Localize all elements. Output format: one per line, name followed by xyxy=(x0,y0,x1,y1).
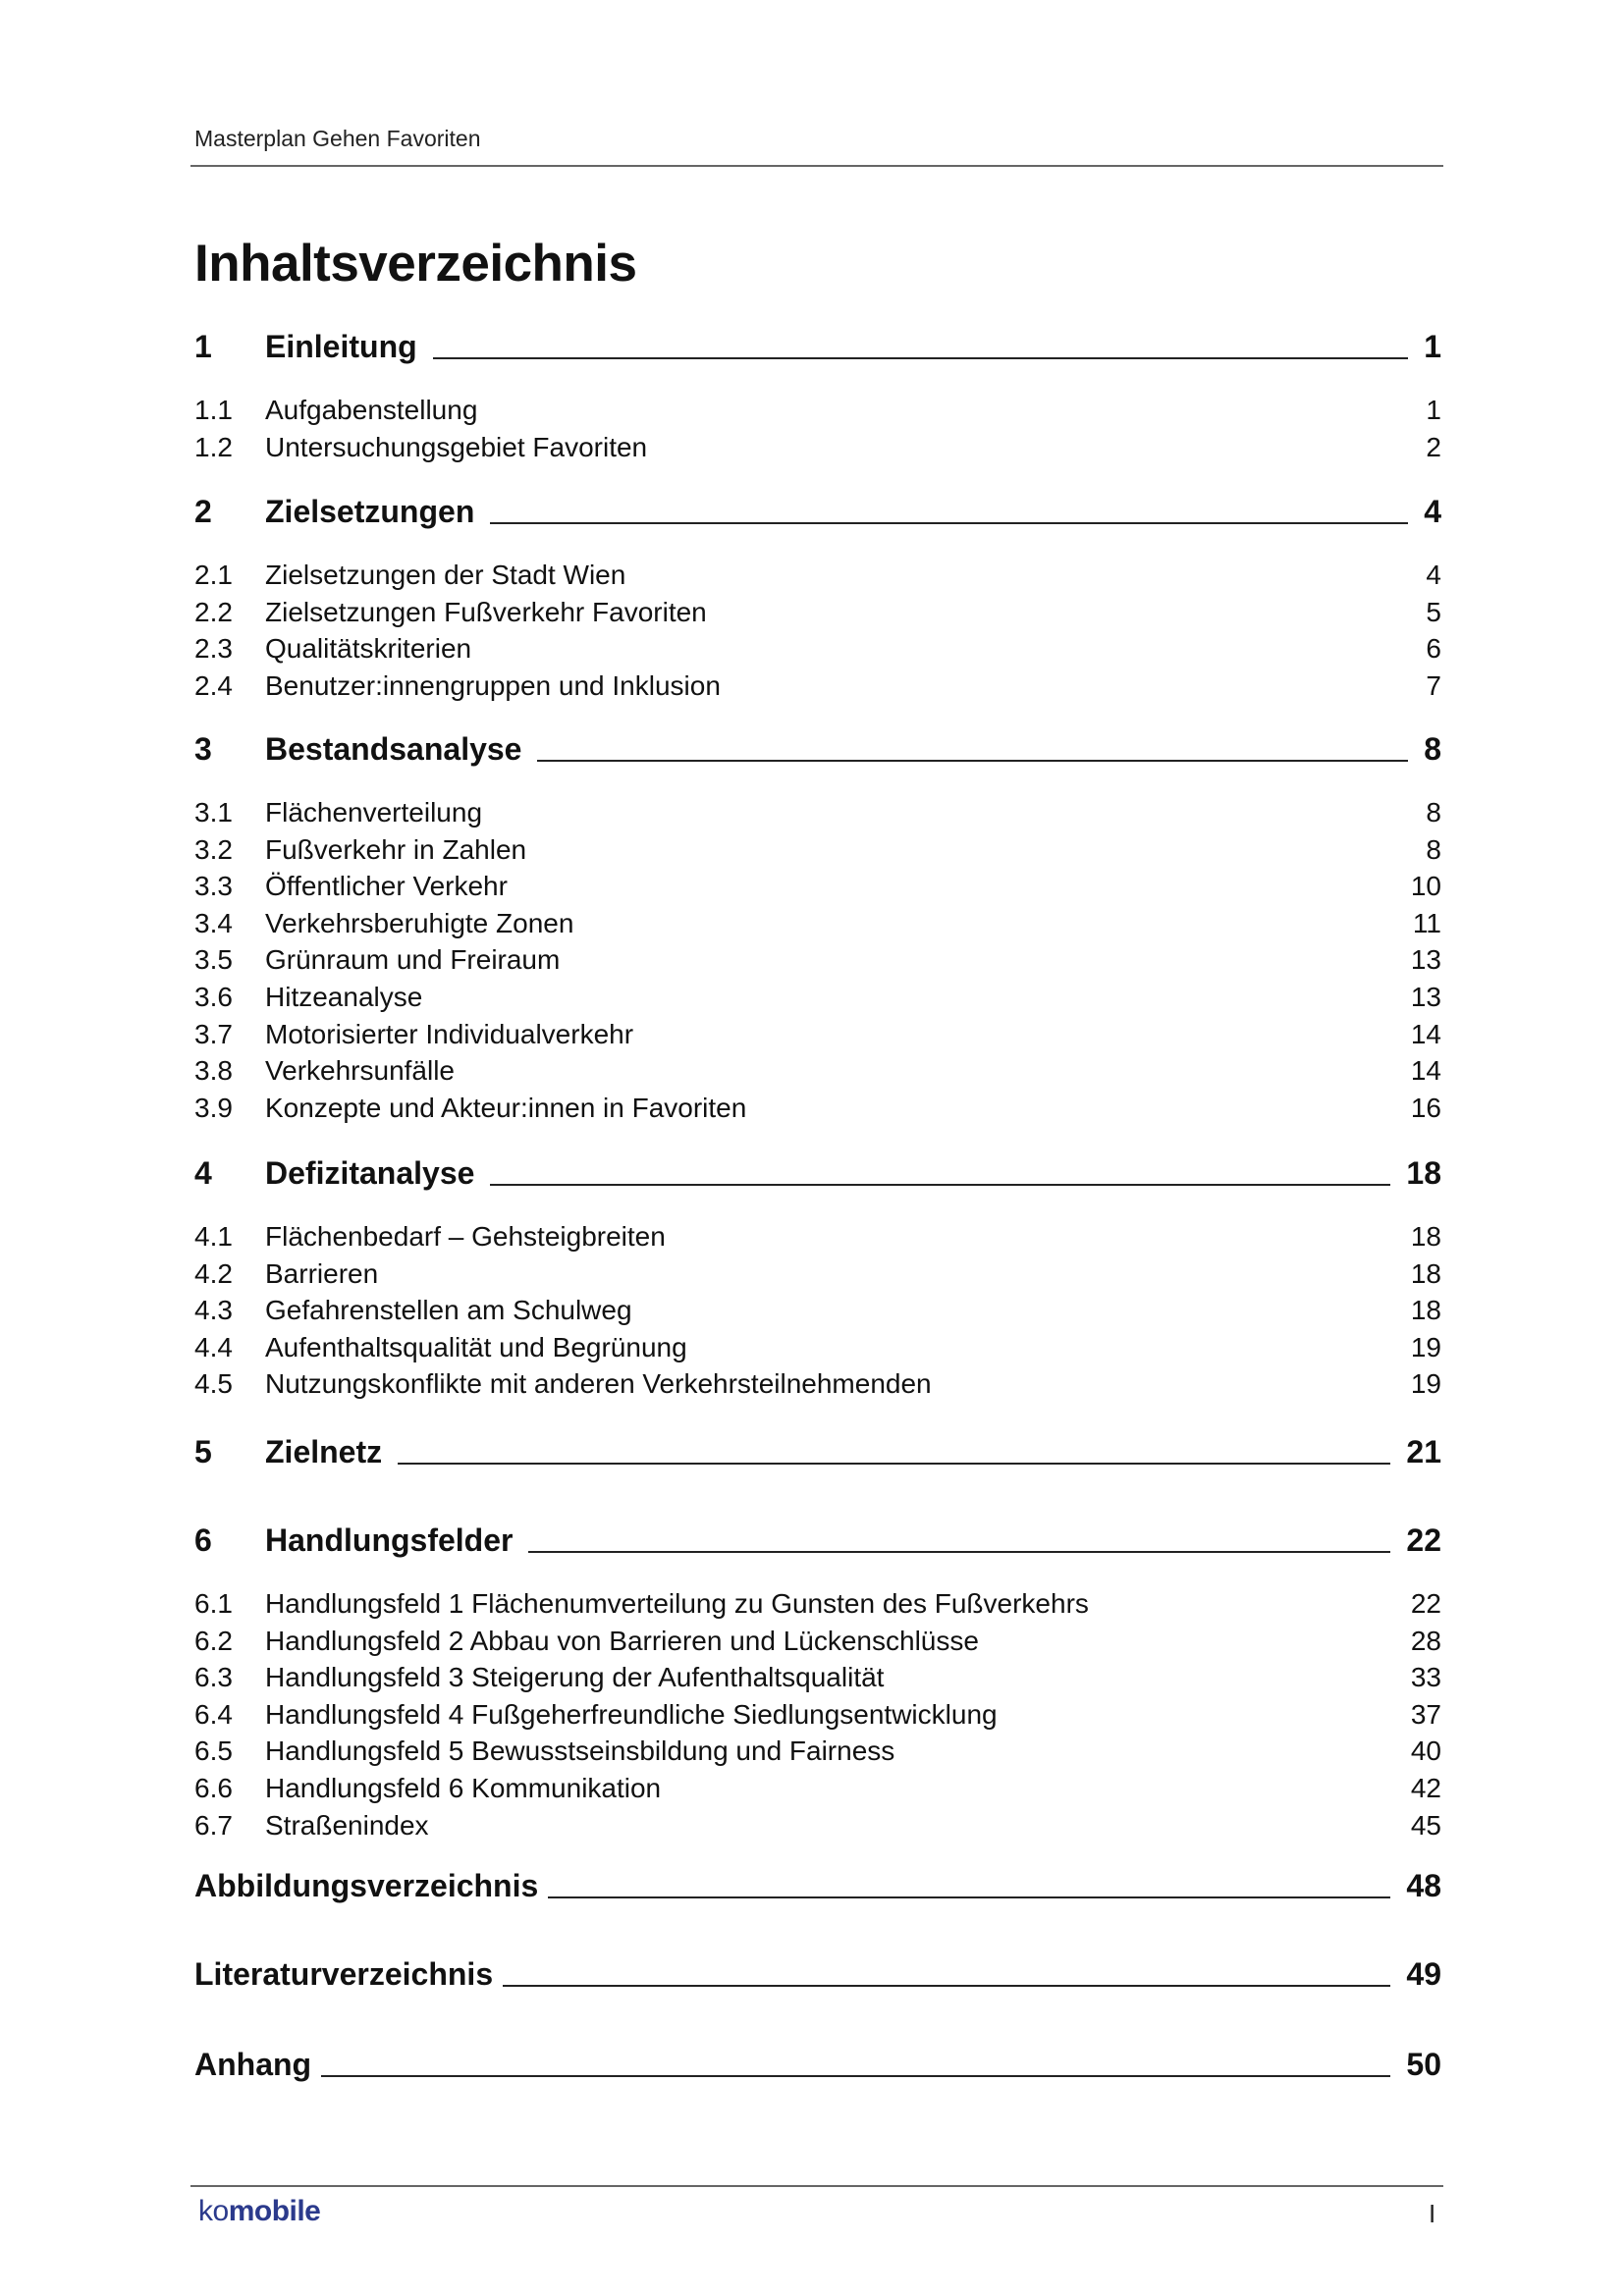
toc-page-number: 10 xyxy=(1410,871,1441,902)
toc-page-number: 49 xyxy=(1406,1956,1441,1992)
toc-subsection-number: 3.3 xyxy=(194,871,233,902)
toc-page-number: 18 xyxy=(1406,1155,1441,1191)
toc-page-number: 8 xyxy=(1426,833,1441,865)
toc-section-6[interactable] xyxy=(194,1520,1441,1559)
toc-page-number: 8 xyxy=(1426,797,1441,828)
toc-subsection-title: Handlungsfeld 1 Flächenumverteilung zu Gunsten des Fußverkehrs xyxy=(265,1588,1089,1619)
toc-leader-line xyxy=(398,1463,1390,1465)
toc-subsection-4-4[interactable] xyxy=(194,1328,1441,1363)
toc-subsection-1-2[interactable] xyxy=(194,428,1441,463)
toc-subsection-number: 3.7 xyxy=(194,1018,233,1049)
toc-section-title: Bestandsanalyse xyxy=(265,731,522,767)
toc-subsection-number: 1.1 xyxy=(194,395,233,425)
header-divider xyxy=(190,165,1443,167)
toc-section-title: Defizitanalyse xyxy=(265,1155,475,1191)
toc-leader-line xyxy=(548,1896,1390,1898)
toc-leader-line xyxy=(433,357,1409,359)
toc-section-number: 1 xyxy=(194,329,212,364)
toc-section-number: 4 xyxy=(194,1155,212,1191)
toc-subsection-number: 4.5 xyxy=(194,1368,233,1400)
logo-ko: ko xyxy=(198,2195,229,2227)
toc-subsection-6-5[interactable] xyxy=(194,1732,1441,1767)
toc-subsection-title: Handlungsfeld 2 Abbau von Barrieren und Lückenschlüsse xyxy=(265,1625,979,1656)
toc-subsection-title: Öffentlicher Verkehr xyxy=(265,871,508,902)
toc-section-4[interactable] xyxy=(194,1152,1441,1192)
toc-page-number: 50 xyxy=(1406,2047,1441,2082)
toc-page-number: 19 xyxy=(1410,1331,1441,1362)
footer-page-number: I xyxy=(1429,2199,1436,2228)
logo-mobile: mobile xyxy=(228,2195,321,2227)
toc-subsection-title: Grünraum und Freiraum xyxy=(265,944,561,976)
toc-section-number: 5 xyxy=(194,1434,212,1469)
toc-section-2[interactable] xyxy=(194,491,1441,530)
toc-leader-line xyxy=(490,522,1408,524)
toc-subsection-number: 6.7 xyxy=(194,1809,233,1841)
toc-subsection-number: 6.5 xyxy=(194,1735,233,1767)
toc-page-number: 22 xyxy=(1406,1522,1441,1558)
toc-subsection-title: Handlungsfeld 4 Fußgeherfreundliche Siedlungsentwicklung xyxy=(265,1698,998,1730)
toc-subsection-title: Handlungsfeld 6 Kommunikation xyxy=(265,1773,662,1803)
toc-page-number: 1 xyxy=(1426,395,1441,425)
toc-section-title: Handlungsfelder xyxy=(265,1522,514,1558)
toc-subsection-number: 6.1 xyxy=(194,1588,233,1619)
toc-subsection-3-8[interactable] xyxy=(194,1051,1441,1087)
toc-subsection-number: 3.8 xyxy=(194,1055,233,1087)
toc-subsection-6-3[interactable] xyxy=(194,1658,1441,1693)
toc-subsection-3-2[interactable] xyxy=(194,830,1441,866)
toc-subsection-title: Aufenthaltsqualität und Begrünung xyxy=(265,1331,687,1362)
toc-subsection-4-2[interactable] xyxy=(194,1255,1441,1290)
toc-page-number: 13 xyxy=(1410,982,1441,1012)
toc-subsection-3-5[interactable] xyxy=(194,940,1441,976)
toc-subsection-title: Flächenbedarf – Gehsteigbreiten xyxy=(265,1221,666,1252)
toc-subsection-title: Aufgabenstellung xyxy=(265,395,478,425)
toc-subsection-3-7[interactable] xyxy=(194,1015,1441,1050)
toc-subsection-6-4[interactable] xyxy=(194,1695,1441,1731)
toc-subsection-2-3[interactable] xyxy=(194,629,1441,665)
toc-appendix-title: Anhang xyxy=(194,2047,312,2082)
toc-page-number: 13 xyxy=(1410,944,1441,976)
toc-subsection-2-2[interactable] xyxy=(194,593,1441,628)
toc-subsection-title: Hitzeanalyse xyxy=(265,982,423,1012)
toc-subsection-title: Motorisierter Individualverkehr xyxy=(265,1018,634,1049)
toc-page-number: 18 xyxy=(1410,1295,1441,1326)
toc-page-number: 33 xyxy=(1410,1662,1441,1693)
toc-leader-line xyxy=(528,1551,1390,1553)
toc-page-number: 19 xyxy=(1410,1368,1441,1400)
toc-page-number: 4 xyxy=(1424,494,1441,529)
toc-subsection-4-5[interactable] xyxy=(194,1364,1441,1400)
toc-subsection-number: 2.2 xyxy=(194,596,233,627)
page-title: Inhaltsverzeichnis xyxy=(194,235,637,293)
toc-subsection-number: 4.4 xyxy=(194,1331,233,1362)
toc-section-title: Zielsetzungen xyxy=(265,494,475,529)
toc-subsection-number: 1.2 xyxy=(194,431,233,462)
toc-subsection-title: Zielsetzungen Fußverkehr Favoriten xyxy=(265,596,707,627)
toc-page-number: 6 xyxy=(1426,633,1441,665)
toc-subsection-3-4[interactable] xyxy=(194,904,1441,939)
toc-subsection-number: 2.1 xyxy=(194,560,233,590)
toc-subsection-title: Untersuchungsgebiet Favoriten xyxy=(265,431,648,462)
toc-subsection-title: Verkehrsunfälle xyxy=(265,1055,456,1087)
toc-page-number: 1 xyxy=(1424,329,1441,364)
toc-subsection-3-3[interactable] xyxy=(194,867,1441,902)
toc-subsection-1-1[interactable] xyxy=(194,391,1441,426)
toc-leader-line xyxy=(490,1184,1390,1186)
toc-subsection-2-1[interactable] xyxy=(194,556,1441,591)
toc-subsection-title: Zielsetzungen der Stadt Wien xyxy=(265,560,626,590)
toc-page-number: 14 xyxy=(1410,1055,1441,1087)
toc-leader-line xyxy=(321,2075,1390,2077)
toc-subsection-title: Qualitätskriterien xyxy=(265,633,472,665)
toc-subsection-title: Gefahrenstellen am Schulweg xyxy=(265,1295,632,1326)
toc-subsection-number: 6.3 xyxy=(194,1662,233,1693)
toc-page-number: 11 xyxy=(1412,907,1441,938)
toc-leader-line xyxy=(537,760,1408,762)
toc-subsection-title: Barrieren xyxy=(265,1257,379,1289)
toc-page-number: 37 xyxy=(1410,1698,1441,1730)
running-header: Masterplan Gehen Favoriten xyxy=(194,126,481,151)
toc-page-number: 48 xyxy=(1406,1868,1441,1903)
toc-subsection-number: 2.3 xyxy=(194,633,233,665)
toc-subsection-title: Fußverkehr in Zahlen xyxy=(265,833,527,865)
toc-page-number: 21 xyxy=(1406,1434,1441,1469)
toc-page-number: 5 xyxy=(1426,596,1441,627)
toc-appendix-entry[interactable] xyxy=(194,1865,1441,1904)
toc-subsection-title: Benutzer:innengruppen und Inklusion xyxy=(265,669,721,701)
toc-subsection-6-2[interactable] xyxy=(194,1622,1441,1657)
toc-subsection-number: 4.2 xyxy=(194,1257,233,1289)
toc-subsection-4-3[interactable] xyxy=(194,1291,1441,1326)
toc-subsection-title: Konzepte und Akteur:innen in Favoriten xyxy=(265,1092,747,1123)
toc-subsection-2-4[interactable] xyxy=(194,667,1441,702)
toc-subsection-number: 6.4 xyxy=(194,1698,233,1730)
toc-page-number: 18 xyxy=(1410,1221,1441,1252)
toc-subsection-number: 6.2 xyxy=(194,1625,233,1656)
toc-section-number: 3 xyxy=(194,731,212,767)
komobile-logo xyxy=(198,2195,320,2228)
footer-divider xyxy=(190,2185,1443,2187)
toc-subsection-title: Straßenindex xyxy=(265,1809,429,1841)
toc-subsection-title: Handlungsfeld 3 Steigerung der Aufenthaltsqualität xyxy=(265,1662,885,1693)
toc-page-number: 45 xyxy=(1410,1809,1441,1841)
toc-subsection-number: 3.6 xyxy=(194,982,233,1012)
toc-page-number: 7 xyxy=(1426,669,1441,701)
toc-subsection-4-1[interactable] xyxy=(194,1217,1441,1253)
toc-subsection-title: Verkehrsberuhigte Zonen xyxy=(265,907,574,938)
toc-subsection-title: Flächenverteilung xyxy=(265,797,483,828)
toc-section-3[interactable] xyxy=(194,728,1441,768)
toc-subsection-title: Nutzungskonflikte mit anderen Verkehrsteilnehmenden xyxy=(265,1368,932,1400)
toc-subsection-number: 2.4 xyxy=(194,669,233,701)
toc-page-number: 2 xyxy=(1426,431,1441,462)
toc-page-number: 16 xyxy=(1410,1092,1441,1123)
toc-section-number: 6 xyxy=(194,1522,212,1558)
toc-appendix-entry[interactable] xyxy=(194,2044,1441,2083)
toc-appendix-title: Literaturverzeichnis xyxy=(194,1956,494,1992)
toc-subsection-number: 3.5 xyxy=(194,944,233,976)
toc-subsection-3-1[interactable] xyxy=(194,793,1441,828)
toc-subsection-number: 3.2 xyxy=(194,833,233,865)
toc-section-title: Zielnetz xyxy=(265,1434,383,1469)
toc-appendix-entry[interactable] xyxy=(194,1953,1441,1993)
toc-subsection-title: Handlungsfeld 5 Bewusstseinsbildung und Fairness xyxy=(265,1735,895,1767)
toc-subsection-number: 4.1 xyxy=(194,1221,233,1252)
toc-section-5[interactable] xyxy=(194,1431,1441,1470)
toc-section-number: 2 xyxy=(194,494,212,529)
toc-subsection-number: 3.4 xyxy=(194,907,233,938)
toc-page-number: 14 xyxy=(1410,1018,1441,1049)
toc-page-number: 4 xyxy=(1426,560,1441,590)
toc-leader-line xyxy=(503,1985,1390,1987)
toc-subsection-6-7[interactable] xyxy=(194,1806,1441,1842)
toc-page-number: 8 xyxy=(1424,731,1441,767)
toc-subsection-number: 4.3 xyxy=(194,1295,233,1326)
toc-section-1[interactable] xyxy=(194,326,1441,365)
toc-subsection-6-1[interactable] xyxy=(194,1584,1441,1620)
toc-appendix-title: Abbildungsverzeichnis xyxy=(194,1868,539,1903)
toc-section-title: Einleitung xyxy=(265,329,417,364)
toc-page-number: 18 xyxy=(1410,1257,1441,1289)
toc-page-number: 28 xyxy=(1410,1625,1441,1656)
toc-page-number: 42 xyxy=(1410,1773,1441,1803)
toc-subsection-6-6[interactable] xyxy=(194,1769,1441,1804)
toc-subsection-number: 3.1 xyxy=(194,797,233,828)
toc-subsection-number: 6.6 xyxy=(194,1773,233,1803)
toc-subsection-number: 3.9 xyxy=(194,1092,233,1123)
toc-page-number: 22 xyxy=(1410,1588,1441,1619)
toc-subsection-3-6[interactable] xyxy=(194,978,1441,1013)
toc-page-number: 40 xyxy=(1410,1735,1441,1767)
toc-subsection-3-9[interactable] xyxy=(194,1089,1441,1124)
